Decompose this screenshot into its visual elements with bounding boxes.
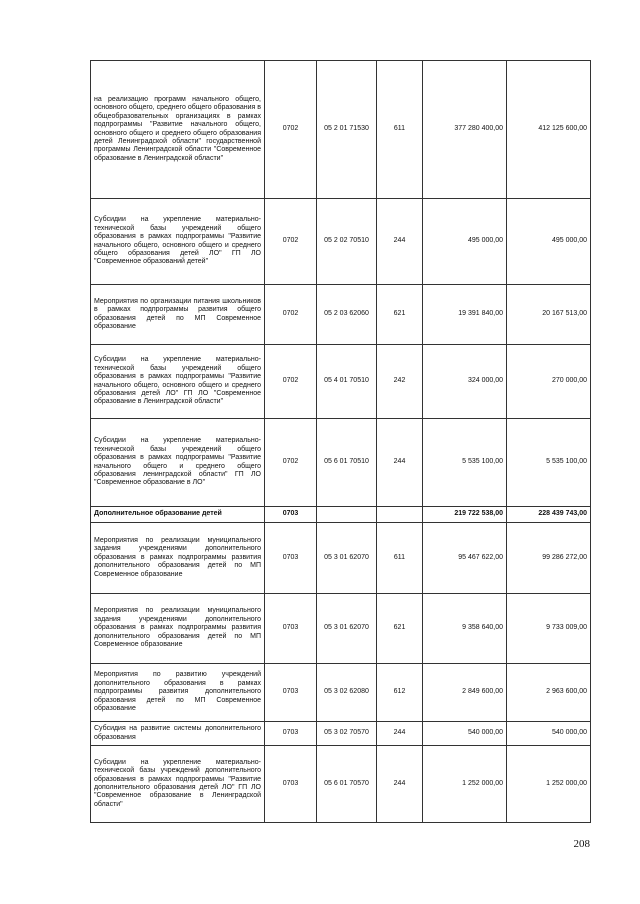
row-description: Субсидии на укрепление материально-технической базы учреждений дополнительного образования в рамках подпрограммы "Развитие дополнительного образования детей ЛО" ГП ЛО "Современное образование в Ленинградской области"	[91, 746, 265, 823]
amount-year-1: 540 000,00	[423, 722, 507, 746]
target-code: 05 6 01 70510	[317, 419, 377, 507]
target-code: 05 3 02 62080	[317, 664, 377, 722]
amount-year-1: 1 252 000,00	[423, 746, 507, 823]
amount-year-2: 2 963 600,00	[507, 664, 591, 722]
expense-type-code: 244	[377, 746, 423, 823]
row-description: Субсидии на укрепление материально-технической базы учреждений общего образования в рамках подпрограммы "Развитие начального общего, основного общего и среднего образования детей ЛО" ГП ЛО "Современное образование в Ленинградской области"	[91, 345, 265, 419]
target-code: 05 6 01 70570	[317, 746, 377, 823]
expense-type-code: 621	[377, 285, 423, 345]
amount-year-2: 5 535 100,00	[507, 419, 591, 507]
target-code: 05 2 03 62060	[317, 285, 377, 345]
amount-year-1: 9 358 640,00	[423, 594, 507, 664]
table-row	[91, 746, 591, 823]
target-code	[317, 507, 377, 523]
section-code: 0703	[265, 507, 317, 523]
expense-type-code: 612	[377, 664, 423, 722]
row-description: Мероприятия по реализации муниципального задания учреждениями дополнительного образования в рамках подпрограммы развития дополнительного образования детей по МП Современное образование	[91, 594, 265, 664]
row-description: на реализацию программ начального общего, основного общего, среднего общего образования в общеобразовательных организациях в рамках подпрограммы "Развитие начального общего, основного общего и среднего общего образования детей Ленинградской области" государственной программы Ленинградской области "Современное образование в Ленинградской области"	[91, 61, 265, 199]
amount-year-2: 540 000,00	[507, 722, 591, 746]
section-code: 0703	[265, 523, 317, 594]
amount-year-1: 19 391 840,00	[423, 285, 507, 345]
amount-year-2: 1 252 000,00	[507, 746, 591, 823]
target-code: 05 3 01 62070	[317, 523, 377, 594]
page-number: 208	[573, 838, 590, 850]
amount-year-2: 20 167 513,00	[507, 285, 591, 345]
section-code: 0703	[265, 722, 317, 746]
amount-year-1: 2 849 600,00	[423, 664, 507, 722]
section-code: 0702	[265, 285, 317, 345]
table-row	[91, 419, 591, 507]
target-code: 05 2 01 71530	[317, 61, 377, 199]
table-row	[91, 285, 591, 345]
amount-year-2: 9 733 009,00	[507, 594, 591, 664]
table-row	[91, 722, 591, 746]
target-code: 05 4 01 70510	[317, 345, 377, 419]
section-code: 0703	[265, 664, 317, 722]
section-code: 0703	[265, 594, 317, 664]
amount-year-1: 377 280 400,00	[423, 61, 507, 199]
expense-type-code: 242	[377, 345, 423, 419]
section-code: 0703	[265, 746, 317, 823]
amount-year-1: 5 535 100,00	[423, 419, 507, 507]
table-row-section-total	[91, 507, 591, 523]
row-description: Мероприятия по реализации муниципального задания учреждениями дополнительного образования в рамках подпрограммы развития дополнительного образования детей по МП Современное образование	[91, 523, 265, 594]
row-description: Субсидия на развитие системы дополнительного образования	[91, 722, 265, 746]
expense-type-code: 244	[377, 722, 423, 746]
amount-year-2: 228 439 743,00	[507, 507, 591, 523]
row-description: Субсидии на укрепление материально-технической базы учреждений общего образования в рамках подпрограммы "Развитие начального общего, основного общего и среднего общего образования детей ЛО" ГП ЛО "Современное образований детей"	[91, 199, 265, 285]
row-description: Мероприятия по развитию учреждений дополнительного образования в рамках подпрограммы развития дополнительного образования детей по МП Современное образование	[91, 664, 265, 722]
table-row	[91, 523, 591, 594]
expense-type-code: 611	[377, 61, 423, 199]
amount-year-2: 495 000,00	[507, 199, 591, 285]
expense-type-code: 611	[377, 523, 423, 594]
target-code: 05 2 02 70510	[317, 199, 377, 285]
table-row	[91, 61, 591, 199]
amount-year-2: 270 000,00	[507, 345, 591, 419]
expense-type-code	[377, 507, 423, 523]
budget-table	[90, 60, 591, 823]
section-code: 0702	[265, 61, 317, 199]
table-row	[91, 345, 591, 419]
expense-type-code: 621	[377, 594, 423, 664]
row-description: Субсидии на укрепление материально-технической базы учреждений общего образования в рамках подпрограммы "Развитие начального общего и среднего общего образования ленинградской области" ГП ЛО "Современное образование в ЛО"	[91, 419, 265, 507]
section-code: 0702	[265, 345, 317, 419]
section-code: 0702	[265, 419, 317, 507]
amount-year-1: 95 467 622,00	[423, 523, 507, 594]
table-row	[91, 664, 591, 722]
amount-year-2: 412 125 600,00	[507, 61, 591, 199]
expense-type-code: 244	[377, 419, 423, 507]
amount-year-1: 219 722 538,00	[423, 507, 507, 523]
table-row	[91, 199, 591, 285]
amount-year-1: 495 000,00	[423, 199, 507, 285]
target-code: 05 3 02 70570	[317, 722, 377, 746]
section-code: 0702	[265, 199, 317, 285]
target-code: 05 3 01 62070	[317, 594, 377, 664]
table-row	[91, 594, 591, 664]
amount-year-1: 324 000,00	[423, 345, 507, 419]
amount-year-2: 99 286 272,00	[507, 523, 591, 594]
row-description: Дополнительное образование детей	[91, 507, 265, 523]
expense-type-code: 244	[377, 199, 423, 285]
row-description: Мероприятия по организации питания школьников в рамках подпрограммы развития общего образования детей по МП Современное образование	[91, 285, 265, 345]
